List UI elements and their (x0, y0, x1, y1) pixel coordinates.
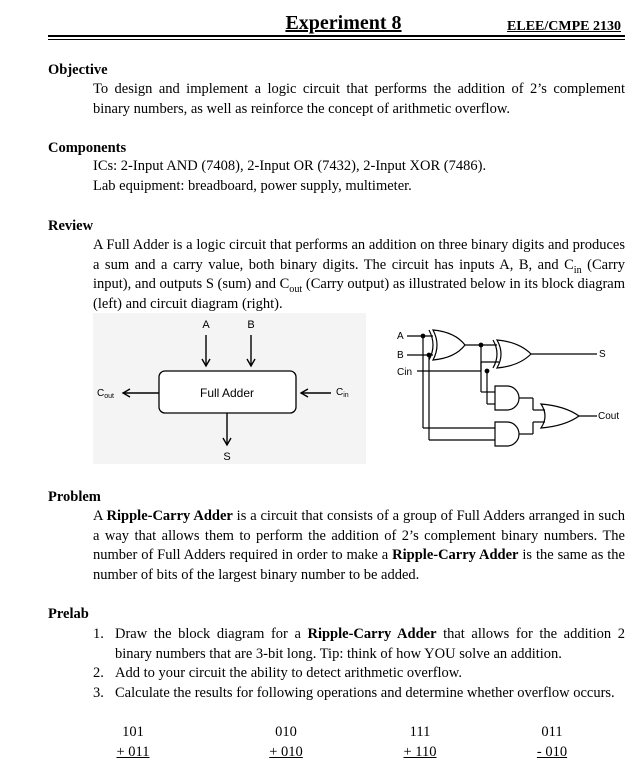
components-ics: ICs: 2-Input AND (7408), 2-Input OR (7432), 2-Input XOR (7486). (93, 158, 487, 174)
full-adder-box-label: Full Adder (199, 386, 255, 400)
prelab-item: 1. Draw the block diagram for a Ripple-Carry Adder that allows for the addition 2 binary numbers that are 3-bit long. Tip: think of how YOU solve an addition. (93, 626, 625, 662)
operation-1 (108, 722, 158, 762)
operation-bottom: - 010 (536, 744, 568, 760)
operation-bottom: + 010 (269, 744, 303, 760)
circuit-diagram-svg (395, 328, 625, 468)
circuit-output-s-label: S (599, 349, 606, 360)
components-heading: Components (48, 140, 127, 156)
or-gate (541, 404, 579, 428)
experiment-title: Experiment 8 (285, 12, 402, 34)
prelab-list (93, 625, 625, 703)
full-adder-block-diagram (93, 313, 366, 464)
header-rule-thick (48, 35, 625, 37)
circuit-input-cin-label: Cin (397, 367, 413, 378)
xor2-gate-back (493, 340, 497, 368)
operation-top: 101 (122, 724, 144, 740)
and2-gate (495, 422, 519, 446)
circuit-input-a-label: A (397, 331, 404, 342)
operation-top: 010 (275, 724, 297, 740)
prelab-item: 3. Calculate the results for following operations and determine whether overflow occurs. (93, 684, 615, 701)
and1-gate (495, 386, 519, 410)
block-diagram-svg (93, 313, 366, 464)
block-cin-label: $C_{in}$ (336, 387, 349, 399)
block-output-s-label: S (223, 451, 231, 463)
operation-4 (527, 722, 577, 762)
header-rule-thin (48, 39, 625, 40)
circuit-input-b-label: B (397, 350, 404, 361)
block-input-a-label: A (202, 319, 210, 331)
objective-text: To design and implement a logic circuit that performs the addition of 2’s complement binary numbers, as well as reinforce the concept of arithmetic overflow. (93, 81, 625, 117)
course-code: ELEE/CMPE 2130 (507, 19, 621, 34)
objective-heading: Objective (48, 62, 108, 78)
xor1-gate (433, 330, 465, 360)
full-adder-circuit-diagram (395, 328, 625, 468)
operation-3 (395, 722, 445, 762)
problem-text: A Ripple-Carry Adder is a circuit that consists of a group of Full Adders arranged in such a way that allows them to perform the addition of 2’s complement binary numbers. The number of Full Adders required in order to make a Ripple-Carry Adder is the same as the number of bits of the largest binary number to be added. (93, 508, 626, 583)
block-cout-label: $C_{out}$ (97, 388, 114, 400)
prelab-item: 2. Add to your circuit the ability to detect arithmetic overflow. (93, 665, 462, 682)
operation-top: 011 (541, 724, 563, 740)
prelab-heading: Prelab (48, 606, 89, 622)
operation-bottom: + 110 (403, 744, 437, 760)
problem-heading: Problem (48, 489, 101, 505)
circuit-output-cout-label: Cout (598, 411, 620, 422)
operation-top: 111 (409, 724, 431, 740)
review-heading: Review (48, 218, 94, 234)
block-input-b-label: B (247, 319, 255, 331)
xor2-gate (497, 340, 531, 368)
operation-2 (261, 722, 311, 762)
operation-bottom: + 011 (116, 744, 150, 760)
components-equipment: Lab equipment: breadboard, power supply, multimeter. (93, 178, 412, 194)
review-text: A Full Adder is a logic circuit that performs an addition on three binary digits and produces a sum and a carry value, both binary digits. The circuit has inputs A, B, and $C_{in}$ (Carry input), and outputs S (sum) and $C_{out}$ (Carry output) as illustrated below in its block diagram (left) and circuit diagram (right). (93, 237, 625, 312)
